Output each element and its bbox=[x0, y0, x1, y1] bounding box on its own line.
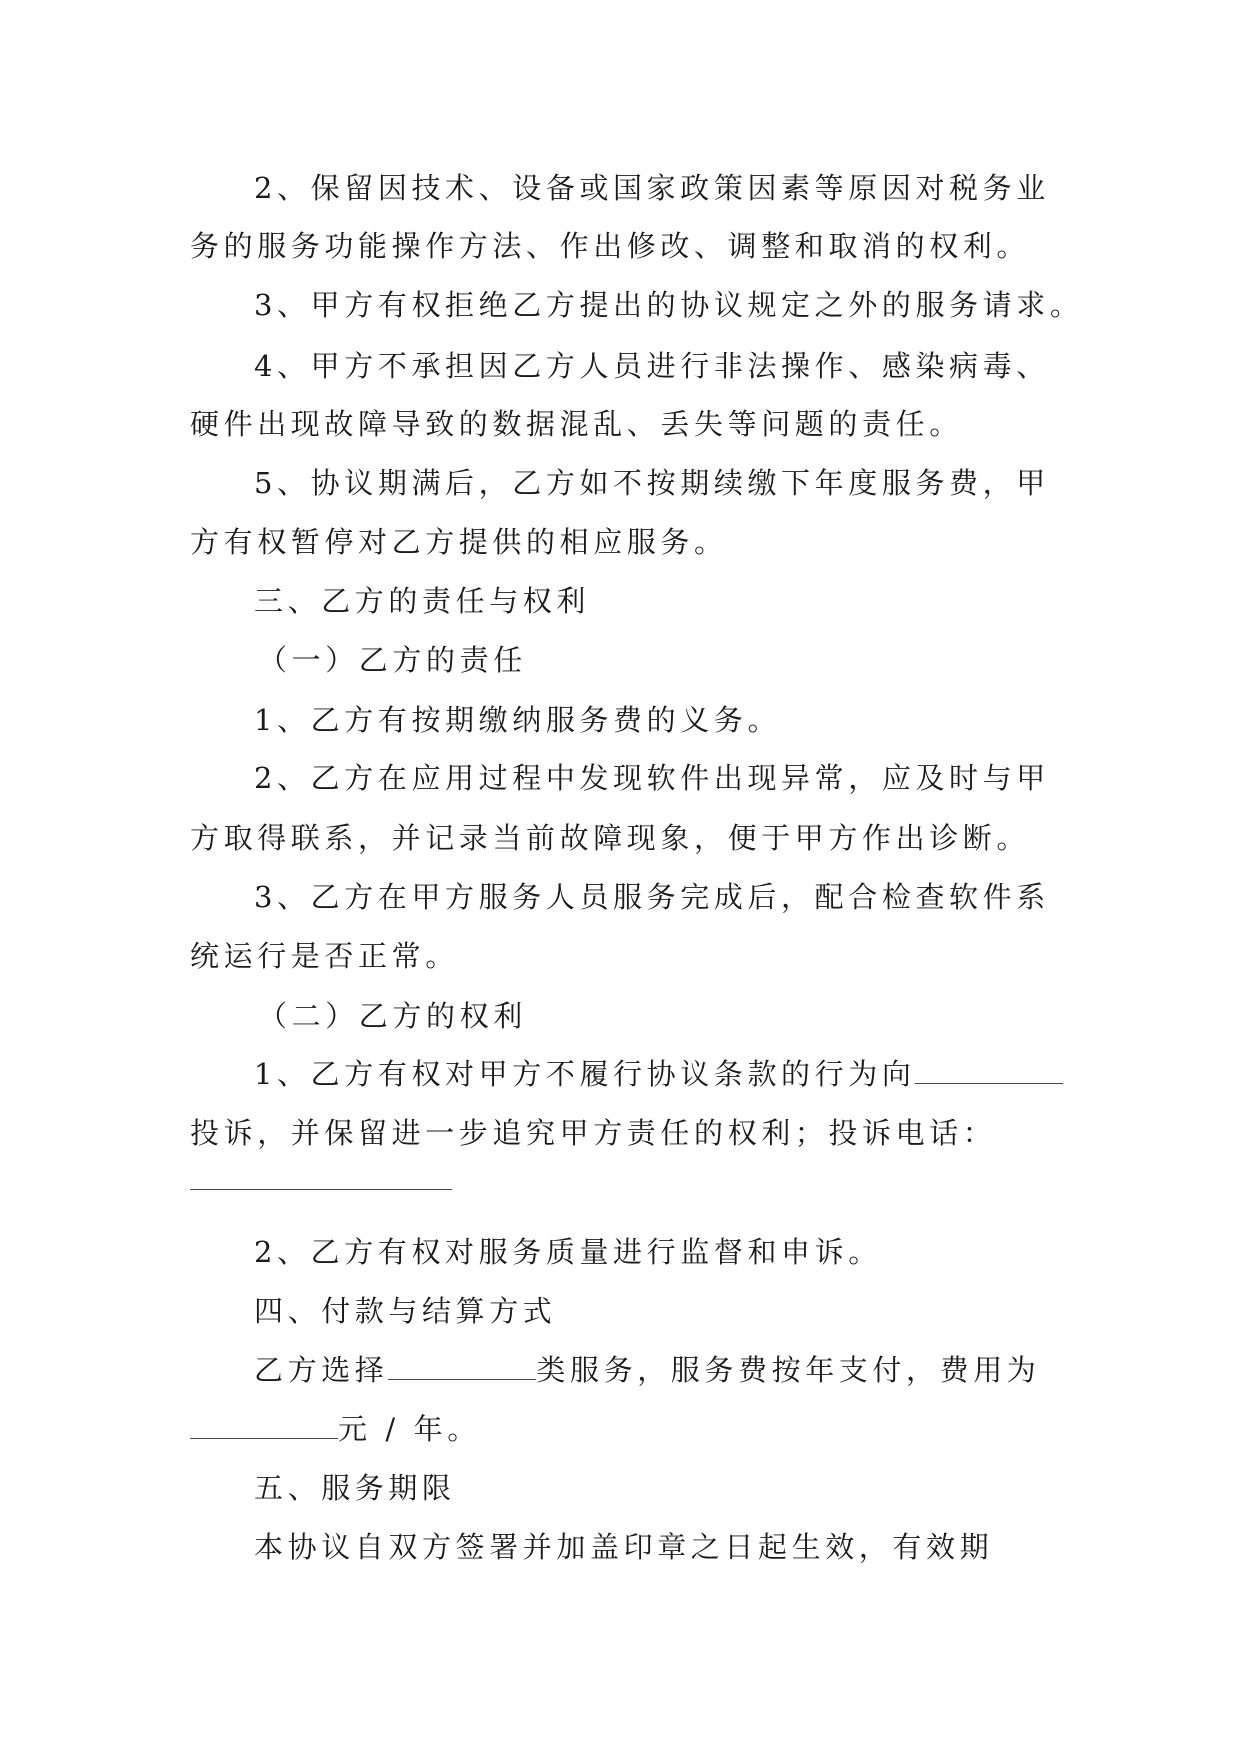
paragraph-text: 类服务，服务费按年支付，费用为 bbox=[536, 1353, 1041, 1387]
subsection-heading: （一）乙方的责任 bbox=[258, 643, 527, 677]
paragraph-line: 统运行是否正常。 bbox=[190, 939, 459, 973]
paragraph-line bbox=[254, 1350, 1134, 1390]
paragraph-line: 务的服务功能操作方法、作出修改、调整和取消的权利。 bbox=[190, 229, 1031, 263]
paragraph-line: 5、协议期满后，乙方如不按期续缴下年度服务费，甲 bbox=[254, 466, 1050, 500]
paragraph-line: 3、甲方有权拒绝乙方提出的协议规定之外的服务请求。 bbox=[254, 288, 1084, 322]
paragraph-line: 方取得联系，并记录当前故障现象，便于甲方作出诊断。 bbox=[190, 821, 1031, 855]
paragraph-line: 投诉，并保留进一步追究甲方责任的权利；投诉电话： bbox=[190, 1116, 997, 1150]
section-heading: 四、付款与结算方式 bbox=[254, 1294, 557, 1328]
section-heading: 五、服务期限 bbox=[254, 1471, 456, 1505]
fill-in-blank bbox=[915, 1061, 1063, 1084]
paragraph-line: 2、乙方在应用过程中发现软件出现异常，应及时与甲 bbox=[254, 761, 1050, 795]
paragraph-line bbox=[190, 1409, 1070, 1449]
paragraph-line: 4、甲方不承担因乙方人员进行非法操作、感染病毒、 bbox=[254, 349, 1050, 383]
phone-blank bbox=[190, 1189, 452, 1190]
paragraph-line: 硬件出现故障导致的数据混乱、丢失等问题的责任。 bbox=[190, 407, 963, 441]
paragraph-text: 1、乙方有权对甲方不履行协议条款的行为向 bbox=[254, 1057, 916, 1091]
section-heading: 三、乙方的责任与权利 bbox=[254, 584, 591, 618]
paragraph-text: 乙方选择 bbox=[254, 1353, 389, 1387]
paragraph-line: 2、保留因技术、设备或国家政策因素等原因对税务业 bbox=[254, 171, 1050, 205]
subsection-heading: （二）乙方的权利 bbox=[258, 999, 527, 1033]
paragraph-line: 1、乙方有按期缴纳服务费的义务。 bbox=[254, 703, 782, 737]
paragraph-line: 3、乙方在甲方服务人员服务完成后，配合检查软件系 bbox=[254, 880, 1050, 914]
paragraph-line: 2、乙方有权对服务质量进行监督和申诉。 bbox=[254, 1235, 882, 1269]
paragraph-line: 方有权暂停对乙方提供的相应服务。 bbox=[190, 525, 728, 559]
paragraph-line: 本协议自双方签署并加盖印章之日起生效，有效期 bbox=[254, 1530, 994, 1564]
paragraph-line bbox=[254, 1054, 1134, 1094]
fill-in-blank bbox=[190, 1416, 338, 1439]
fill-in-blank bbox=[388, 1357, 536, 1380]
paragraph-text: 元 / 年。 bbox=[338, 1412, 481, 1446]
